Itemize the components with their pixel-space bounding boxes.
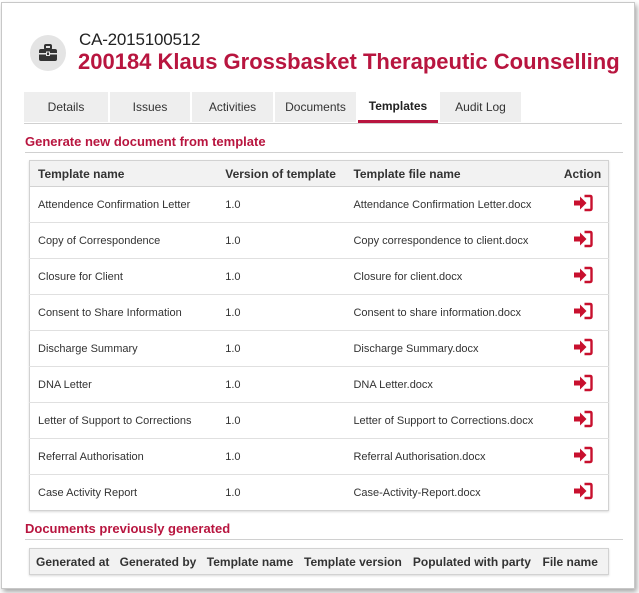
- template-version-cell: 1.0: [217, 475, 345, 511]
- generate-document-icon[interactable]: [573, 446, 593, 467]
- generated-section-divider: [25, 539, 623, 540]
- generate-document-icon[interactable]: [573, 338, 593, 359]
- generated-table-header: [30, 549, 609, 575]
- template-file-cell: Consent to share information.docx: [345, 295, 557, 331]
- generate-document-icon[interactable]: [573, 302, 593, 323]
- tab-audit-log[interactable]: Audit Log: [440, 92, 521, 122]
- case-window: [1, 2, 635, 589]
- tab-details[interactable]: Details: [24, 92, 108, 122]
- case-title: 200184 Klaus Grossbasket Therapeutic Counselling: [78, 49, 620, 74]
- generated-section-title: Documents previously generated: [25, 521, 231, 536]
- tab-bar: [24, 92, 622, 124]
- template-file-cell: DNA Letter.docx: [345, 367, 557, 403]
- generate-document-icon[interactable]: [573, 266, 593, 287]
- generate-document-icon[interactable]: [573, 194, 593, 215]
- table-row: [30, 223, 609, 259]
- table-row: [30, 187, 609, 223]
- template-version-cell: 1.0: [217, 367, 345, 403]
- template-file-cell: Referral Authorisation.docx: [345, 439, 557, 475]
- action-cell: [557, 187, 608, 223]
- tab-activities[interactable]: Activities: [192, 92, 273, 122]
- template-name-cell: DNA Letter: [30, 367, 218, 403]
- template-version-cell: 1.0: [217, 439, 345, 475]
- action-cell: [557, 259, 608, 295]
- tab-documents[interactable]: Documents: [275, 92, 356, 122]
- action-cell: [557, 367, 608, 403]
- column-action: Action: [557, 161, 608, 187]
- tab-issues[interactable]: Issues: [110, 92, 190, 122]
- template-name-cell: Attendence Confirmation Letter: [30, 187, 218, 223]
- table-row: [30, 475, 609, 511]
- template-version-cell: 1.0: [217, 295, 345, 331]
- templates-section-title: Generate new document from template: [25, 134, 266, 149]
- template-file-cell: Case-Activity-Report.docx: [345, 475, 557, 511]
- template-version-cell: 1.0: [217, 187, 345, 223]
- briefcase-icon: [38, 43, 58, 63]
- generate-document-icon[interactable]: [573, 482, 593, 503]
- table-row: [30, 439, 609, 475]
- templates-section-divider: [25, 152, 623, 153]
- column-file-name: Template file name: [345, 161, 557, 187]
- template-name-cell: Referral Authorisation: [30, 439, 218, 475]
- action-cell: [557, 223, 608, 259]
- generate-document-icon[interactable]: [573, 410, 593, 431]
- action-cell: [557, 439, 608, 475]
- generate-document-icon[interactable]: [573, 230, 593, 251]
- case-icon-badge: [30, 35, 66, 71]
- action-cell: [557, 475, 608, 511]
- table-row: [30, 403, 609, 439]
- tab-templates[interactable]: Templates: [358, 92, 438, 123]
- template-name-cell: Closure for Client: [30, 259, 218, 295]
- case-id: CA-2015100512: [79, 30, 201, 49]
- template-name-cell: Discharge Summary: [30, 331, 218, 367]
- template-name-cell: Copy of Correspondence: [30, 223, 218, 259]
- generated-documents-table: [29, 548, 609, 575]
- column-populated-with-party: Populated with party: [405, 549, 535, 575]
- column-generated-at: Generated at: [30, 549, 112, 575]
- templates-table-header: [30, 161, 609, 187]
- templates-table: [29, 160, 609, 511]
- template-file-cell: Letter of Support to Corrections.docx: [345, 403, 557, 439]
- template-version-cell: 1.0: [217, 403, 345, 439]
- template-version-cell: 1.0: [217, 223, 345, 259]
- table-row: [30, 367, 609, 403]
- column-version: Version of template: [217, 161, 345, 187]
- template-name-cell: Letter of Support to Corrections: [30, 403, 218, 439]
- table-row: [30, 259, 609, 295]
- column-gen-template-name: Template name: [199, 549, 296, 575]
- template-name-cell: Case Activity Report: [30, 475, 218, 511]
- template-version-cell: 1.0: [217, 331, 345, 367]
- action-cell: [557, 331, 608, 367]
- column-template-name: Template name: [30, 161, 218, 187]
- generate-document-icon[interactable]: [573, 374, 593, 395]
- template-name-cell: Consent to Share Information: [30, 295, 218, 331]
- table-row: [30, 295, 609, 331]
- template-version-cell: 1.0: [217, 259, 345, 295]
- template-file-cell: Attendance Confirmation Letter.docx: [345, 187, 557, 223]
- action-cell: [557, 295, 608, 331]
- table-row: [30, 331, 609, 367]
- action-cell: [557, 403, 608, 439]
- template-file-cell: Closure for client.docx: [345, 259, 557, 295]
- column-gen-file-name: File name: [535, 549, 609, 575]
- template-file-cell: Copy correspondence to client.docx: [345, 223, 557, 259]
- template-file-cell: Discharge Summary.docx: [345, 331, 557, 367]
- column-template-version: Template version: [296, 549, 405, 575]
- column-generated-by: Generated by: [112, 549, 199, 575]
